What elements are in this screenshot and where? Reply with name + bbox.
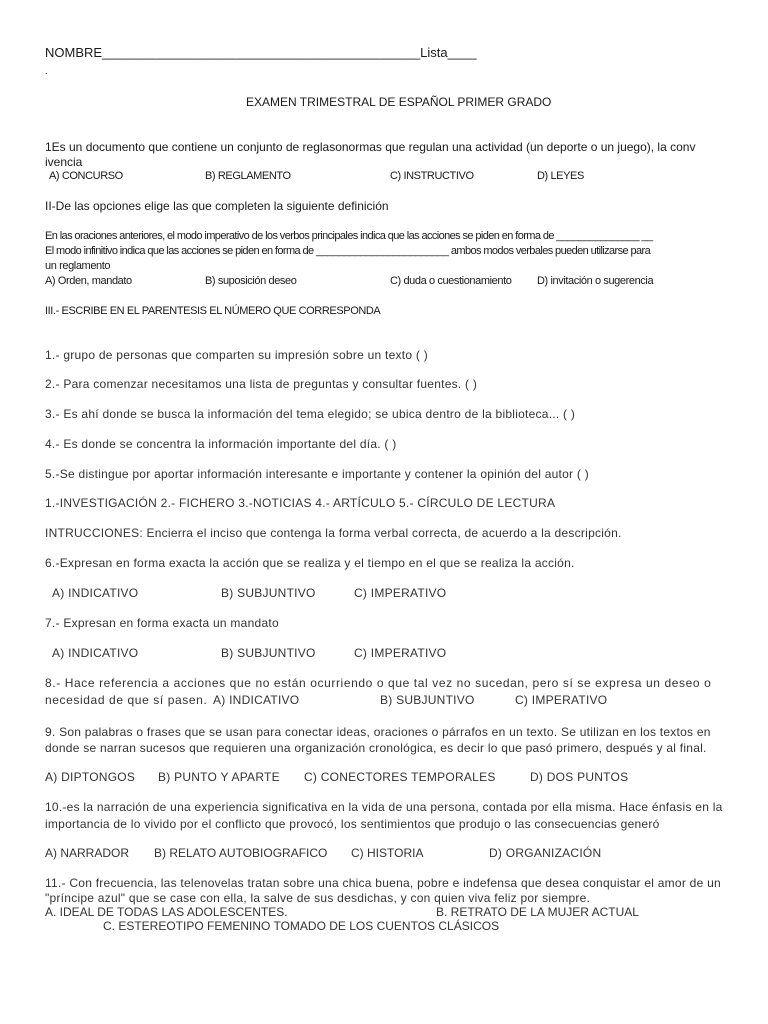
question-7-text: 7.- Expresan en forma exacta un mandato xyxy=(45,616,279,630)
instructions-text: INTRUCCIONES: Encierra el inciso que contenga la forma verbal correcta, de acuerdo a la descripción. xyxy=(45,526,622,540)
section-3-item-3: 3.- Es ahí donde se busca la información del tema elegido; se ubica dentro de la biblioteca... ( ) xyxy=(45,407,576,421)
question-6-option-a[interactable]: A) INDICATIVO xyxy=(52,586,139,600)
section-2-option-c[interactable]: C) duda o cuestionamiento xyxy=(390,275,512,287)
question-8-text-line1: 8.- Hace referencia a acciones que no están ocurriendo o que tal vez no sucedan, pero sí se expresa un deseo o xyxy=(45,676,712,690)
section-2-text-line2: El modo infinitivo indica que las acciones se piden en forma de ________________________ ambos modos verbales pueden utilizarse para xyxy=(45,245,651,257)
section-3-answer-list: 1.-INVESTIGACIÓN 2.- FICHERO 3.-NOTICIAS 4.- ARTÍCULO 5.- CÍRCULO DE LECTURA xyxy=(45,496,556,510)
question-9-text-line1: 9. Son palabras o frases que se usan para conectar ideas, oraciones o párrafos en un texto. Se utilizan en los textos en xyxy=(45,725,711,739)
question-1-option-d[interactable]: D) LEYES xyxy=(537,170,584,182)
question-11-text-line2: "príncipe azul" que se case con ella, la salve de sus desdichas, y con quien viva feliz por siempre. xyxy=(45,891,591,905)
question-1-text-line2: ivencia xyxy=(45,155,83,169)
exam-title: EXAMEN TRIMESTRAL DE ESPAÑOL PRIMER GRADO xyxy=(246,95,552,109)
section-3-item-4: 4.- Es donde se concentra la información importante del día. ( ) xyxy=(45,437,397,451)
section-2-text-line1: En las oraciones anteriores, el modo imperativo de los verbos principales indica que las acciones se piden en forma de _______________ __ xyxy=(45,230,653,242)
section-3-item-1: 1.- grupo de personas que comparten su impresión sobre un texto ( ) xyxy=(45,348,428,362)
question-9-option-a[interactable]: A) DIPTONGOS xyxy=(45,770,136,784)
question-6-option-b[interactable]: B) SUBJUNTIVO xyxy=(221,586,316,600)
section-2-text-line3: un reglamento xyxy=(45,260,111,272)
section-2-option-d[interactable]: D) invitación o sugerencia xyxy=(537,275,654,287)
question-1-option-a[interactable]: A) CONCURSO xyxy=(49,170,123,182)
question-8-option-b[interactable]: B) SUBJUNTIVO xyxy=(380,693,475,707)
question-9-text-line2: donde se narran sucesos que requieren una organización cronológica, es decir lo que pasó primero, después y al final. xyxy=(45,741,707,755)
question-11-option-b[interactable]: B. RETRATO DE LA MUJER ACTUAL xyxy=(436,905,639,919)
question-9-option-b[interactable]: B) PUNTO Y APARTE xyxy=(158,770,280,784)
question-7-option-c[interactable]: C) IMPERATIVO xyxy=(354,646,447,660)
question-11-option-c[interactable]: C. ESTEREOTIPO FEMENINO TOMADO DE LOS CUENTOS CLÁSICOS xyxy=(103,919,500,933)
question-1-option-b[interactable]: B) REGLAMENTO xyxy=(205,170,291,182)
question-10-option-d[interactable]: D) ORGANIZACIÓN xyxy=(489,846,602,860)
question-8-text-line2: necesidad de que sí pasen. xyxy=(45,693,208,707)
name-line: NOMBRE____________________________________________Lista____ xyxy=(45,45,477,60)
question-7-option-b[interactable]: B) SUBJUNTIVO xyxy=(221,646,316,660)
question-10-option-a[interactable]: A) NARRADOR xyxy=(45,846,130,860)
question-11-text-line1: 11.- Con frecuencia, las telenovelas tratan sobre una chica buena, pobre e indefensa que desea conquistar el amor de un xyxy=(45,876,721,890)
question-6-option-c[interactable]: C) IMPERATIVO xyxy=(354,586,447,600)
section-2-heading: II-De las opciones elige las que completen la siguiente definición xyxy=(45,199,389,213)
question-7-option-a[interactable]: A) INDICATIVO xyxy=(52,646,139,660)
question-10-option-b[interactable]: B) RELATO AUTOBIOGRAFICO xyxy=(154,846,328,860)
question-6-text: 6.-Expresan en forma exacta la acción que se realiza y el tiempo en el que se realiza la acción. xyxy=(45,556,575,570)
stray-dot: . xyxy=(45,66,48,76)
question-1-text-line1: 1Es un documento que contiene un conjunto de reglasonormas que regulan una actividad (un deporte o un juego), la conv xyxy=(45,140,696,154)
question-10-text-line1: 10.-es la narración de una experiencia significativa en la vida de una persona, contada por ella misma. Hace énfasis en la xyxy=(45,800,723,814)
question-1-option-c[interactable]: C) INSTRUCTIVO xyxy=(390,170,474,182)
section-2-option-a[interactable]: A) Orden, mandato xyxy=(45,275,132,287)
section-3-item-5: 5.-Se distingue por aportar información interesante e importante y contener la opinión del autor ( ) xyxy=(45,467,589,481)
section-2-option-b[interactable]: B) suposición deseo xyxy=(205,275,297,287)
question-8-option-a[interactable]: A) INDICATIVO xyxy=(213,693,300,707)
question-9-option-c[interactable]: C) CONECTORES TEMPORALES xyxy=(304,770,496,784)
question-10-option-c[interactable]: C) HISTORIA xyxy=(351,846,424,860)
question-10-text-line2: importancia de lo vivido por el conflicto que provocó, los sentimientos que produjo o las consecuencias generó xyxy=(45,817,660,831)
section-3-item-2: 2.- Para comenzar necesitamos una lista de preguntas y consultar fuentes. ( ) xyxy=(45,377,478,391)
question-9-option-d[interactable]: D) DOS PUNTOS xyxy=(530,770,629,784)
question-8-option-c[interactable]: C) IMPERATIVO xyxy=(515,693,608,707)
section-3-heading: III.- ESCRIBE EN EL PARENTESIS EL NÚMERO QUE CORRESPONDA xyxy=(45,305,381,317)
question-11-option-a[interactable]: A. IDEAL DE TODAS LAS ADOLESCENTES. xyxy=(45,905,288,919)
